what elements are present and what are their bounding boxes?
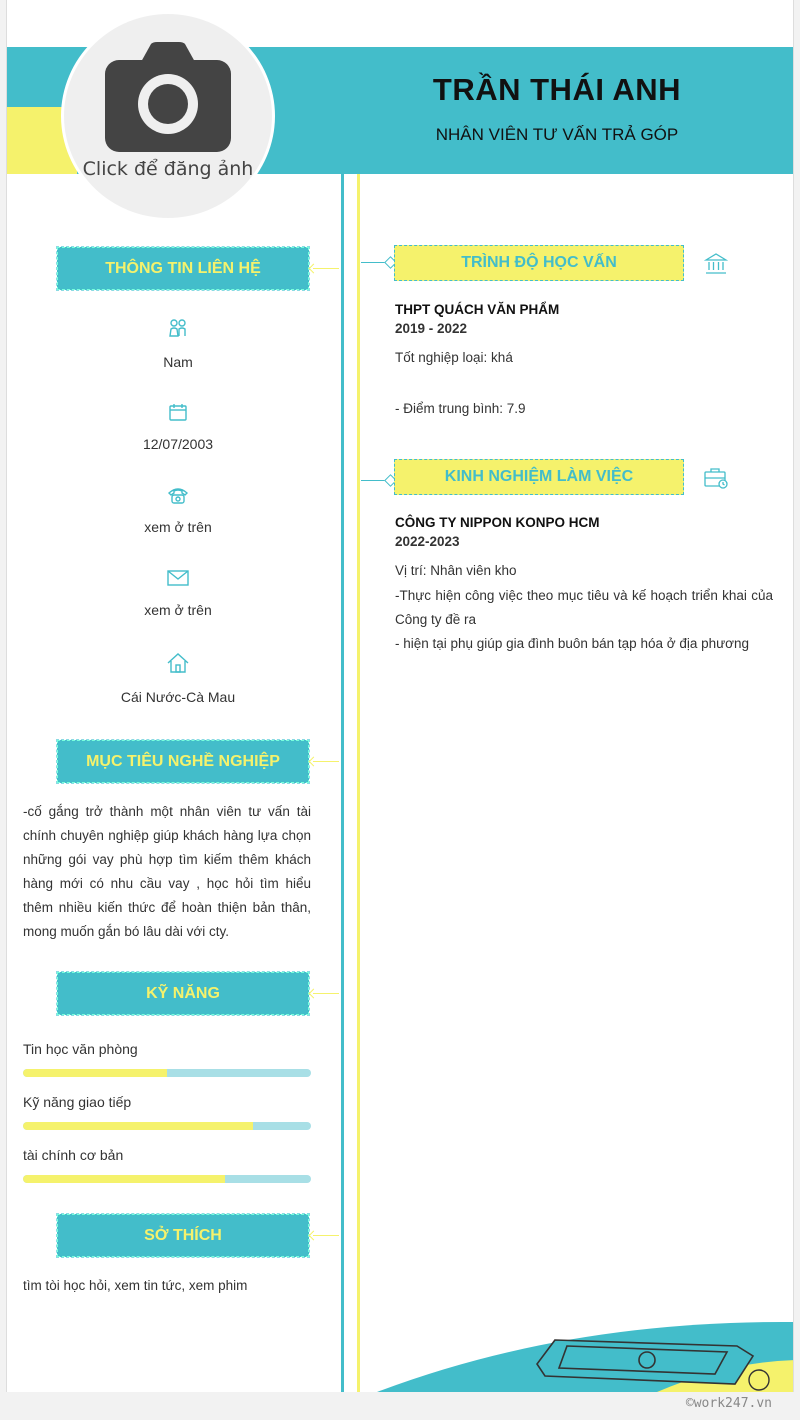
calendar-icon	[168, 402, 188, 422]
divider-yellow	[357, 174, 360, 1392]
skills-heading: KỸ NĂNG	[57, 972, 309, 1015]
skill-fill	[23, 1069, 167, 1077]
briefcase-icon	[703, 466, 729, 490]
contact-address	[23, 651, 333, 705]
skill-item	[23, 1147, 311, 1183]
experience-duty: - hiện tại phụ giúp gia đình buôn bán tạp hóa ở địa phương	[395, 636, 750, 651]
contact-heading: THÔNG TIN LIÊN HỆ	[57, 247, 309, 290]
gender-icon	[167, 318, 189, 340]
education-heading: TRÌNH ĐỘ HỌC VẤN	[394, 245, 684, 281]
contact-phone	[23, 485, 333, 535]
skill-label: tài chính cơ bản	[23, 1147, 124, 1163]
candidate-name: TRẦN THÁI ANH	[432, 72, 682, 107]
skill-item	[23, 1041, 311, 1077]
phone-value: xem ở trên	[144, 519, 212, 535]
cv-page	[6, 0, 794, 1392]
coin-icon	[749, 1370, 769, 1390]
skill-fill	[23, 1122, 253, 1130]
skill-bar	[23, 1069, 311, 1077]
divider-teal	[341, 174, 344, 1392]
skill-bar	[23, 1175, 311, 1183]
connector	[313, 993, 339, 994]
skill-label: Kỹ năng giao tiếp	[23, 1094, 132, 1110]
skill-bar	[23, 1122, 311, 1130]
skill-fill	[23, 1175, 225, 1183]
contact-birthday	[23, 402, 333, 452]
money-icon	[537, 1340, 753, 1384]
phone-icon	[167, 485, 189, 505]
experience-duty: -Thực hiện công việc theo mục tiêu và kế hoạch triển khai của Công ty đề ra	[395, 588, 773, 627]
address-value: Cái Nước-Cà Mau	[120, 689, 236, 705]
connector	[361, 480, 391, 481]
email-value: xem ở trên	[144, 602, 212, 618]
hobbies-text: tìm tòi học hỏi, xem tin tức, xem phim	[23, 1278, 248, 1293]
watermark: ©work247.vn	[685, 1396, 772, 1411]
experience-years: 2022-2023	[395, 534, 460, 549]
school-name: THPT QUÁCH VĂN PHẨM	[395, 302, 560, 317]
objective-text: -cố gắng trở thành một nhân viên tư vấn tài chính chuyên nghiệp giúp khách hàng lựa chọn những gói vay phù hợp tìm kiếm thêm khách hàng mới có nhu cầu vay , học hỏi tìm hiểu thêm nhiều kiến thức để hoàn thiện bản thân, mong muốn gắn bó lâu dài với cty.	[23, 804, 311, 939]
experience-entry	[395, 515, 773, 656]
objective-heading: MỤC TIÊU NGHỀ NGHIỆP	[57, 740, 309, 783]
avatar-upload[interactable]	[61, 11, 275, 221]
education-entry	[395, 302, 773, 416]
education-detail: Tốt nghiệp loại: khá	[395, 350, 513, 365]
contact-email	[23, 568, 333, 618]
gender-value: Nam	[163, 354, 193, 370]
connector	[313, 761, 339, 762]
connector	[313, 1235, 339, 1236]
decorative-wave	[7, 1300, 794, 1392]
mail-icon	[166, 568, 190, 588]
experience-heading: KINH NGHIỆM LÀM VIỆC	[394, 459, 684, 495]
education-years: 2019 - 2022	[395, 321, 468, 336]
connector	[313, 268, 339, 269]
job-title: NHÂN VIÊN TƯ VẤN TRẢ GÓP	[435, 125, 679, 144]
footer	[0, 1392, 800, 1420]
hobbies-heading: SỞ THÍCH	[57, 1214, 309, 1257]
education-gpa: - Điểm trung bình: 7.9	[395, 401, 526, 416]
contact-gender	[23, 318, 333, 370]
avatar-label: Click để đăng ảnh	[82, 158, 254, 180]
camera-icon	[105, 42, 231, 152]
skill-item	[23, 1094, 311, 1130]
home-icon	[166, 651, 190, 675]
bank-icon	[704, 252, 728, 276]
company-name: CÔNG TY NIPPON KONPO HCM	[395, 515, 600, 530]
experience-position: Vị trí: Nhân viên kho	[395, 563, 517, 578]
skill-label: Tin học văn phòng	[23, 1041, 138, 1057]
birthday-value: 12/07/2003	[142, 436, 214, 452]
connector	[361, 262, 391, 263]
